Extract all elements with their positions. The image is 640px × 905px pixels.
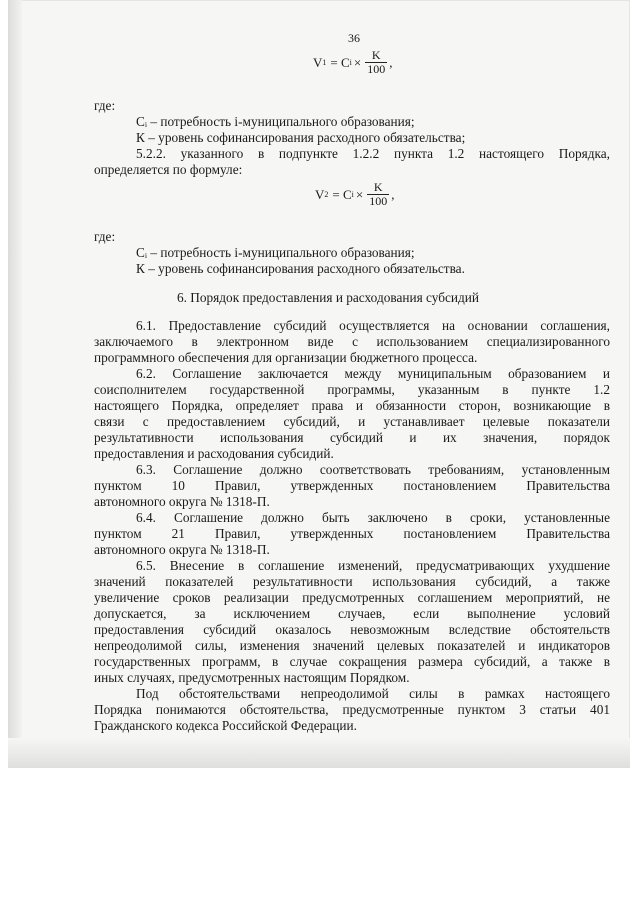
formula-v1 xyxy=(313,49,392,76)
formula-times: × xyxy=(353,54,362,70)
paragraph-line: 6.5. Внесение в соглашение изменений, предусматривающих ухудшение xyxy=(136,558,610,573)
formula-fraction xyxy=(365,49,387,76)
paragraph-line: значений показателей результативности использования субсидий, а также xyxy=(94,574,610,589)
fraction-denominator: 100 xyxy=(367,62,386,76)
definition-k: К – уровень софинансирования расходного обязательства; xyxy=(136,130,466,145)
definition-ci: Cᵢ – потребность i-муниципального образования; xyxy=(136,245,415,260)
paragraph-line: Порядка понимаются обстоятельства, предусмотренные пунктом 3 статьи 401 xyxy=(94,702,610,717)
paragraph-line: соисполнителем государственной программы, указанным в пункте 1.2 xyxy=(94,382,610,397)
formula-fraction xyxy=(367,181,389,208)
paragraph-line: Под обстоятельствами непреодолимой силы в рамках настоящего xyxy=(136,686,610,701)
formula-times: × xyxy=(355,186,364,202)
paragraph-line: заключаемого в электронном виде с использованием специализированного xyxy=(94,334,610,349)
formula-c-sub: i xyxy=(351,190,354,199)
formula-tail: , xyxy=(391,186,395,202)
paragraph-line: пунктом 21 Правил, утвержденных постановлением Правительства xyxy=(94,526,610,541)
paragraph-line: программного обеспечения для организации бюджетного процесса. xyxy=(94,350,478,365)
paragraph-line: связи с предоставлением субсидий, и устанавливает целевые показатели xyxy=(94,414,610,429)
fraction-numerator: K xyxy=(373,180,383,194)
paragraph-line: автономного округа № 1318-П. xyxy=(94,542,270,557)
paragraph-line: 5.2.2. указанного в подпункте 1.2.2 пункта 1.2 настоящего Порядка, xyxy=(136,146,610,161)
paragraph-line: Гражданского кодекса Российской Федерации. xyxy=(94,718,357,733)
formula-c-sub: i xyxy=(349,58,352,67)
formula-tail: , xyxy=(389,54,393,70)
where-label: где: xyxy=(94,229,116,244)
paragraph-line: результативности использования субсидий и их значения, порядок xyxy=(94,430,610,445)
paragraph-line: иных случаях, предусмотренных настоящим Порядком. xyxy=(94,670,410,685)
paragraph-line: 6.2. Соглашение заключается между муниципальным образованием и xyxy=(136,366,610,381)
paragraph-line: 6.1. Предоставление субсидий осуществляется на основании соглашения, xyxy=(136,318,610,333)
paragraph-line: предоставления и расходования субсидий. xyxy=(94,446,334,461)
paragraph-line: государственных программ, в случае сокращения размера субсидий, а также в xyxy=(94,654,610,669)
formula-lhs: V xyxy=(315,186,325,202)
formula-lhs: V xyxy=(313,54,323,70)
paragraph-line: 6.3. Соглашение должно соответствовать требованиям, установленным xyxy=(136,462,610,477)
paragraph-line: допускается, за исключением случаев, если выполнение условий xyxy=(94,606,610,621)
page-number: 36 xyxy=(348,31,360,45)
formula-eq: = C xyxy=(332,186,352,202)
definition-k: К – уровень софинансирования расходного обязательства. xyxy=(136,261,465,276)
paragraph-line: автономного округа № 1318-П. xyxy=(94,494,270,509)
paragraph-line: настоящего Порядка, определяет права и обязанности сторон, возникающие в xyxy=(94,398,610,413)
paragraph-line: предоставления субсидий оказалось невозможным вследствие обстоятельств xyxy=(94,622,610,637)
where-label: где: xyxy=(94,98,116,113)
paragraph-line: 6.4. Соглашение должно быть заключено в сроки, установленные xyxy=(136,510,610,525)
formula-lhs-sub: 1 xyxy=(322,58,327,67)
document-page xyxy=(8,0,630,768)
paragraph-line: непреодолимой силы, изменения значений целевых показателей и индикаторов xyxy=(94,638,610,653)
formula-v2 xyxy=(315,181,394,208)
fraction-denominator: 100 xyxy=(369,194,388,208)
paragraph-line: определяется по формуле: xyxy=(94,162,243,177)
paragraph-line: увеличение сроков реализации предусмотренных соглашением мероприятий, не xyxy=(94,590,610,605)
definition-ci: Cᵢ – потребность i-муниципального образования; xyxy=(136,114,415,129)
paragraph-line: пунктом 10 Правил, утвержденных постановлением Правительства xyxy=(94,478,610,493)
fraction-numerator: K xyxy=(371,48,381,62)
formula-eq: = C xyxy=(330,54,350,70)
section-heading: 6. Порядок предоставления и расходования субсидий xyxy=(176,290,480,305)
formula-lhs-sub: 2 xyxy=(324,190,329,199)
